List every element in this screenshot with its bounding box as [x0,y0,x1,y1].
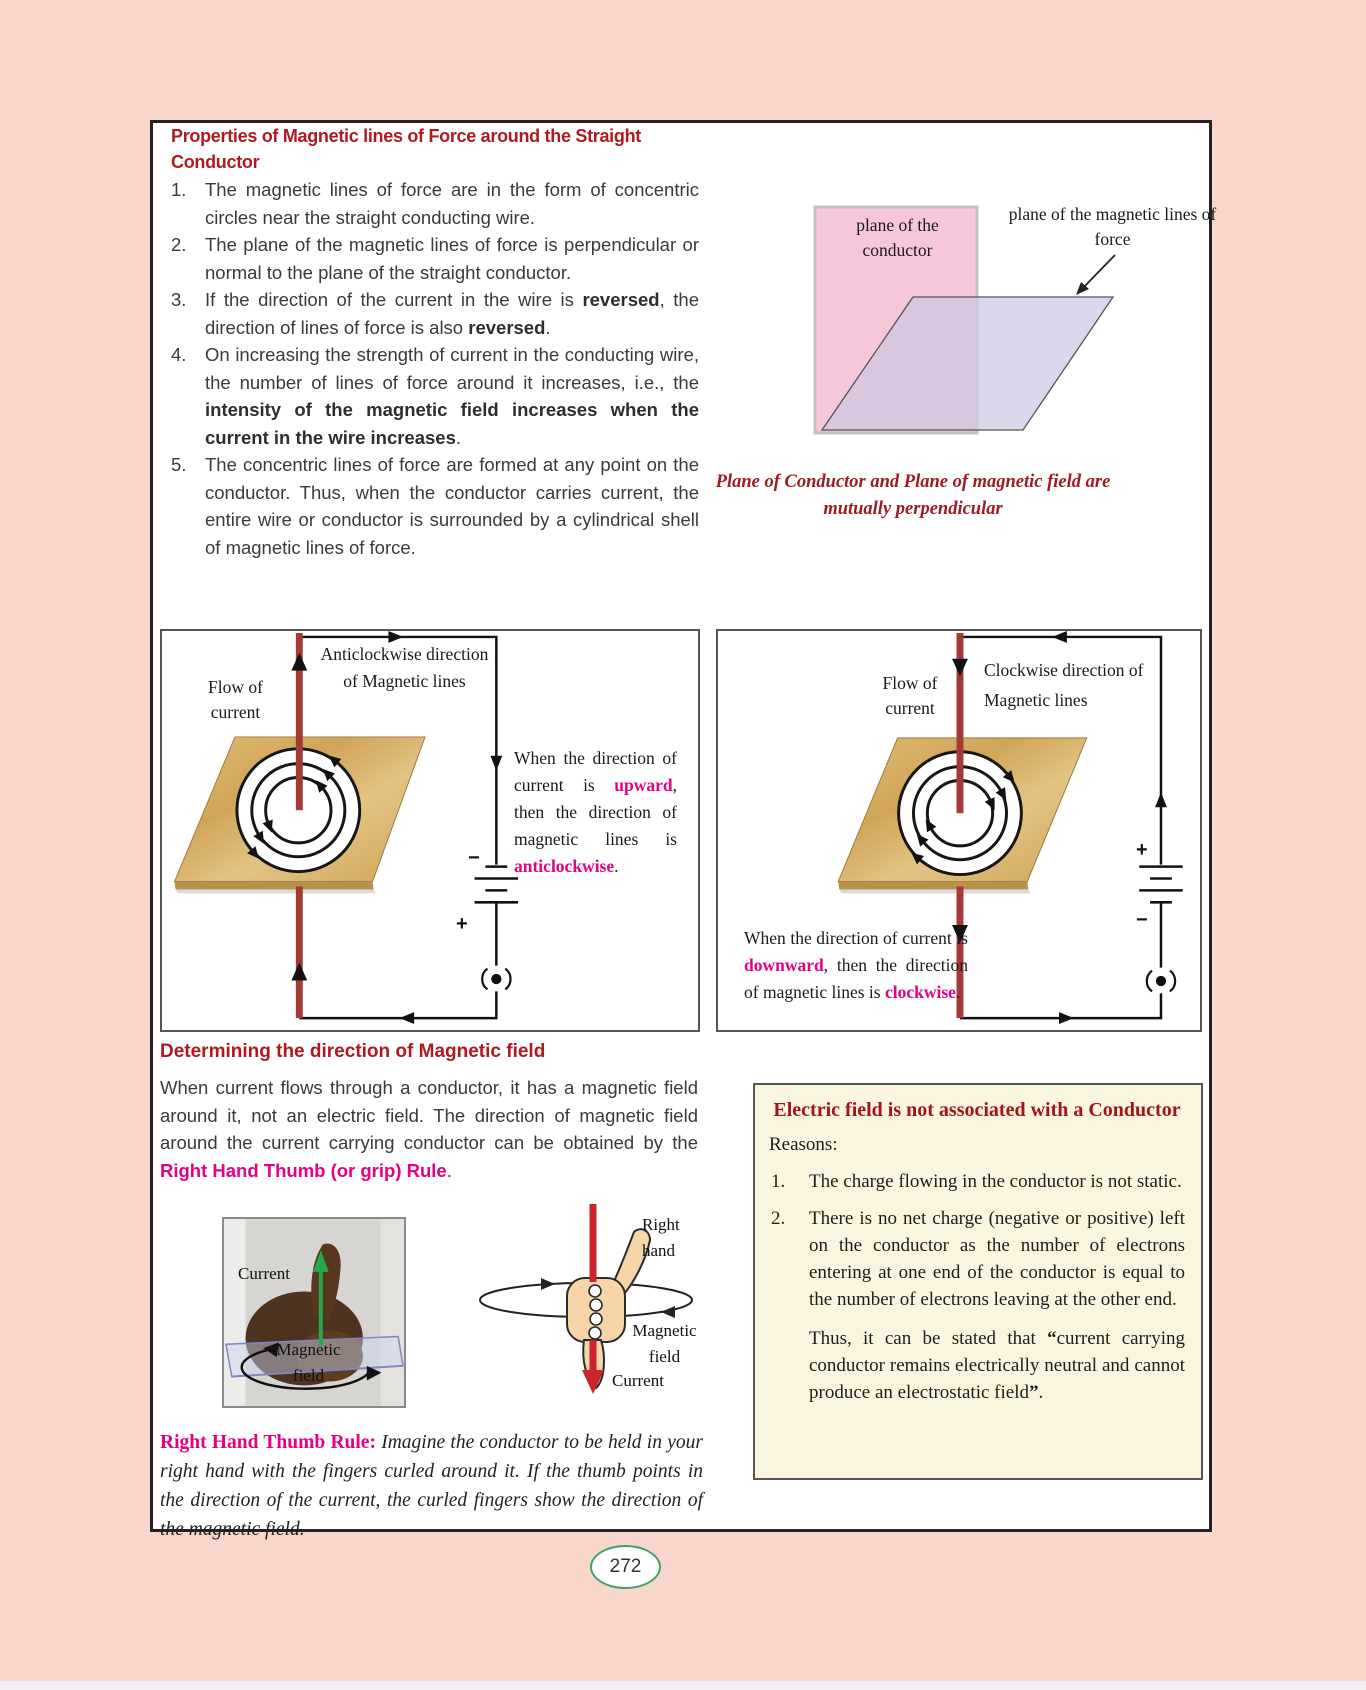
battery-icon [1139,867,1183,903]
current-arrowhead-icon [490,756,502,771]
minus-sign: − [1136,909,1148,931]
battery-icon [475,867,519,903]
up-arrowhead-icon [291,653,307,671]
reason-item: 1. The charge flowing in the conductor is not static. [771,1171,1182,1192]
list-number: 4. [171,344,187,365]
upward-note: When the direction of current is upward, then the direction of magnetic lines is anticlockwise. [514,748,677,876]
properties-heading: Properties of Magnetic lines of Force around the Straight Conductor [171,126,641,172]
magnetic-field-label: Magnetic field [276,1340,341,1385]
connector-icon [1147,971,1175,992]
list-text: The magnetic lines of force are in the form of concentric circles near the straight conducting wire. [205,179,699,228]
plus-sign: + [1136,839,1148,861]
clockwise-diagram [716,629,1202,1032]
downward-note: When the direction of current is downward, then the direction of magnetic lines is clockwise. [744,928,968,1002]
page-edge [0,1681,1366,1690]
list-number: 5. [171,454,187,475]
anticlockwise-label: Anticlockwise direction of Magnetic lines [320,644,489,691]
magnetic-plane-label: plane of the magnetic lines of force [1008,204,1217,249]
connector-icon [482,969,510,990]
up-arrowhead-icon [291,963,307,981]
reason-item: 2. There is no net charge (negative or positive) left on the conductor as the number of electrons entering at one end of the conductor is equal to the number of electrons leaving at the other end. [771,1208,1185,1310]
thumb-rule-paragraph: Right Hand Thumb Rule: Imagine the conductor to be held in your right hand with the fingers curled around it. If the thumb points in the direction of the current, the curled fingers show the direction of the magnetic field. [160,1432,703,1540]
determining-heading: Determining the direction of Magnetic field [160,1041,546,1062]
electric-field-box [753,1083,1203,1480]
properties-list [171,176,699,561]
current-arrowhead-icon [1052,631,1067,643]
right-hand-grip-diagram [462,1190,712,1408]
list-item [171,451,699,561]
list-item [171,176,699,231]
minus-sign: − [468,847,480,869]
current-label: Current [238,1264,290,1283]
list-text: On increasing the strength of current in the conducting wire, the number of lines of force around it increases, i.e., the intensity of the magnetic field increases when the current in the wire increases. [205,344,699,448]
pointer-arrow [1080,255,1115,291]
conductor-wire [296,886,303,1018]
determining-paragraph: When current flows through a conductor, it has a magnetic field around it, not an electric field. The direction of magnetic field around the current carrying conductor can be obtained by the Right Hand Thumb (or grip) Rule. [160,1077,698,1181]
list-number: 2. [171,234,187,255]
planes-caption: Plane of Conductor and Plane of magnetic field are mutually perpendicular [715,472,1111,519]
list-number: 3. [171,289,187,310]
conclusion-paragraph: Thus, it can be stated that “current carrying conductor remains electrically neutral and cannot produce an electrostatic field”. [809,1328,1185,1403]
reasons-label: Reasons: [769,1134,838,1155]
clockwise-label: Clockwise direction of Magnetic lines [984,660,1144,710]
list-item [171,231,699,286]
current-arrowhead-icon [1155,792,1167,807]
plus-sign: + [456,913,468,935]
flow-of-current-label: Flow of current [882,673,938,718]
right-hand-photo [222,1217,406,1408]
list-item [171,341,699,451]
list-text: If the direction of the current in the wire is reversed, the direction of lines of force is also reversed. [205,289,699,338]
page-number-badge: 272 [590,1545,661,1589]
current-label: Current [612,1371,664,1390]
field-arrowhead-icon [661,1306,675,1318]
magnetic-field-label: Magnetic field [632,1321,697,1366]
current-arrowhead-icon [399,1012,414,1024]
list-text: The concentric lines of force are formed at any point on the conductor. Thus, when the conductor carries current, the entire wire or conductor is surrounded by a cylindrical shell of magnetic lines of force. [205,454,699,558]
flow-of-current-label: Flow of current [208,677,263,722]
list-number: 1. [171,179,187,200]
current-arrowhead-icon [1059,1012,1074,1024]
list-text: The plane of the magnetic lines of force is perpendicular or normal to the plane of the straight conductor. [205,234,699,283]
conductor-plane-label: plane of the conductor [856,215,939,260]
anticlockwise-diagram [160,629,700,1032]
electric-box-title: Electric field is not associated with a Conductor [773,1099,1181,1121]
list-item [171,286,699,341]
right-hand-label: Right hand [642,1215,680,1260]
thumb-rule-label: Right Hand Thumb Rule: [160,1432,376,1453]
field-arrowhead-icon [541,1278,555,1290]
